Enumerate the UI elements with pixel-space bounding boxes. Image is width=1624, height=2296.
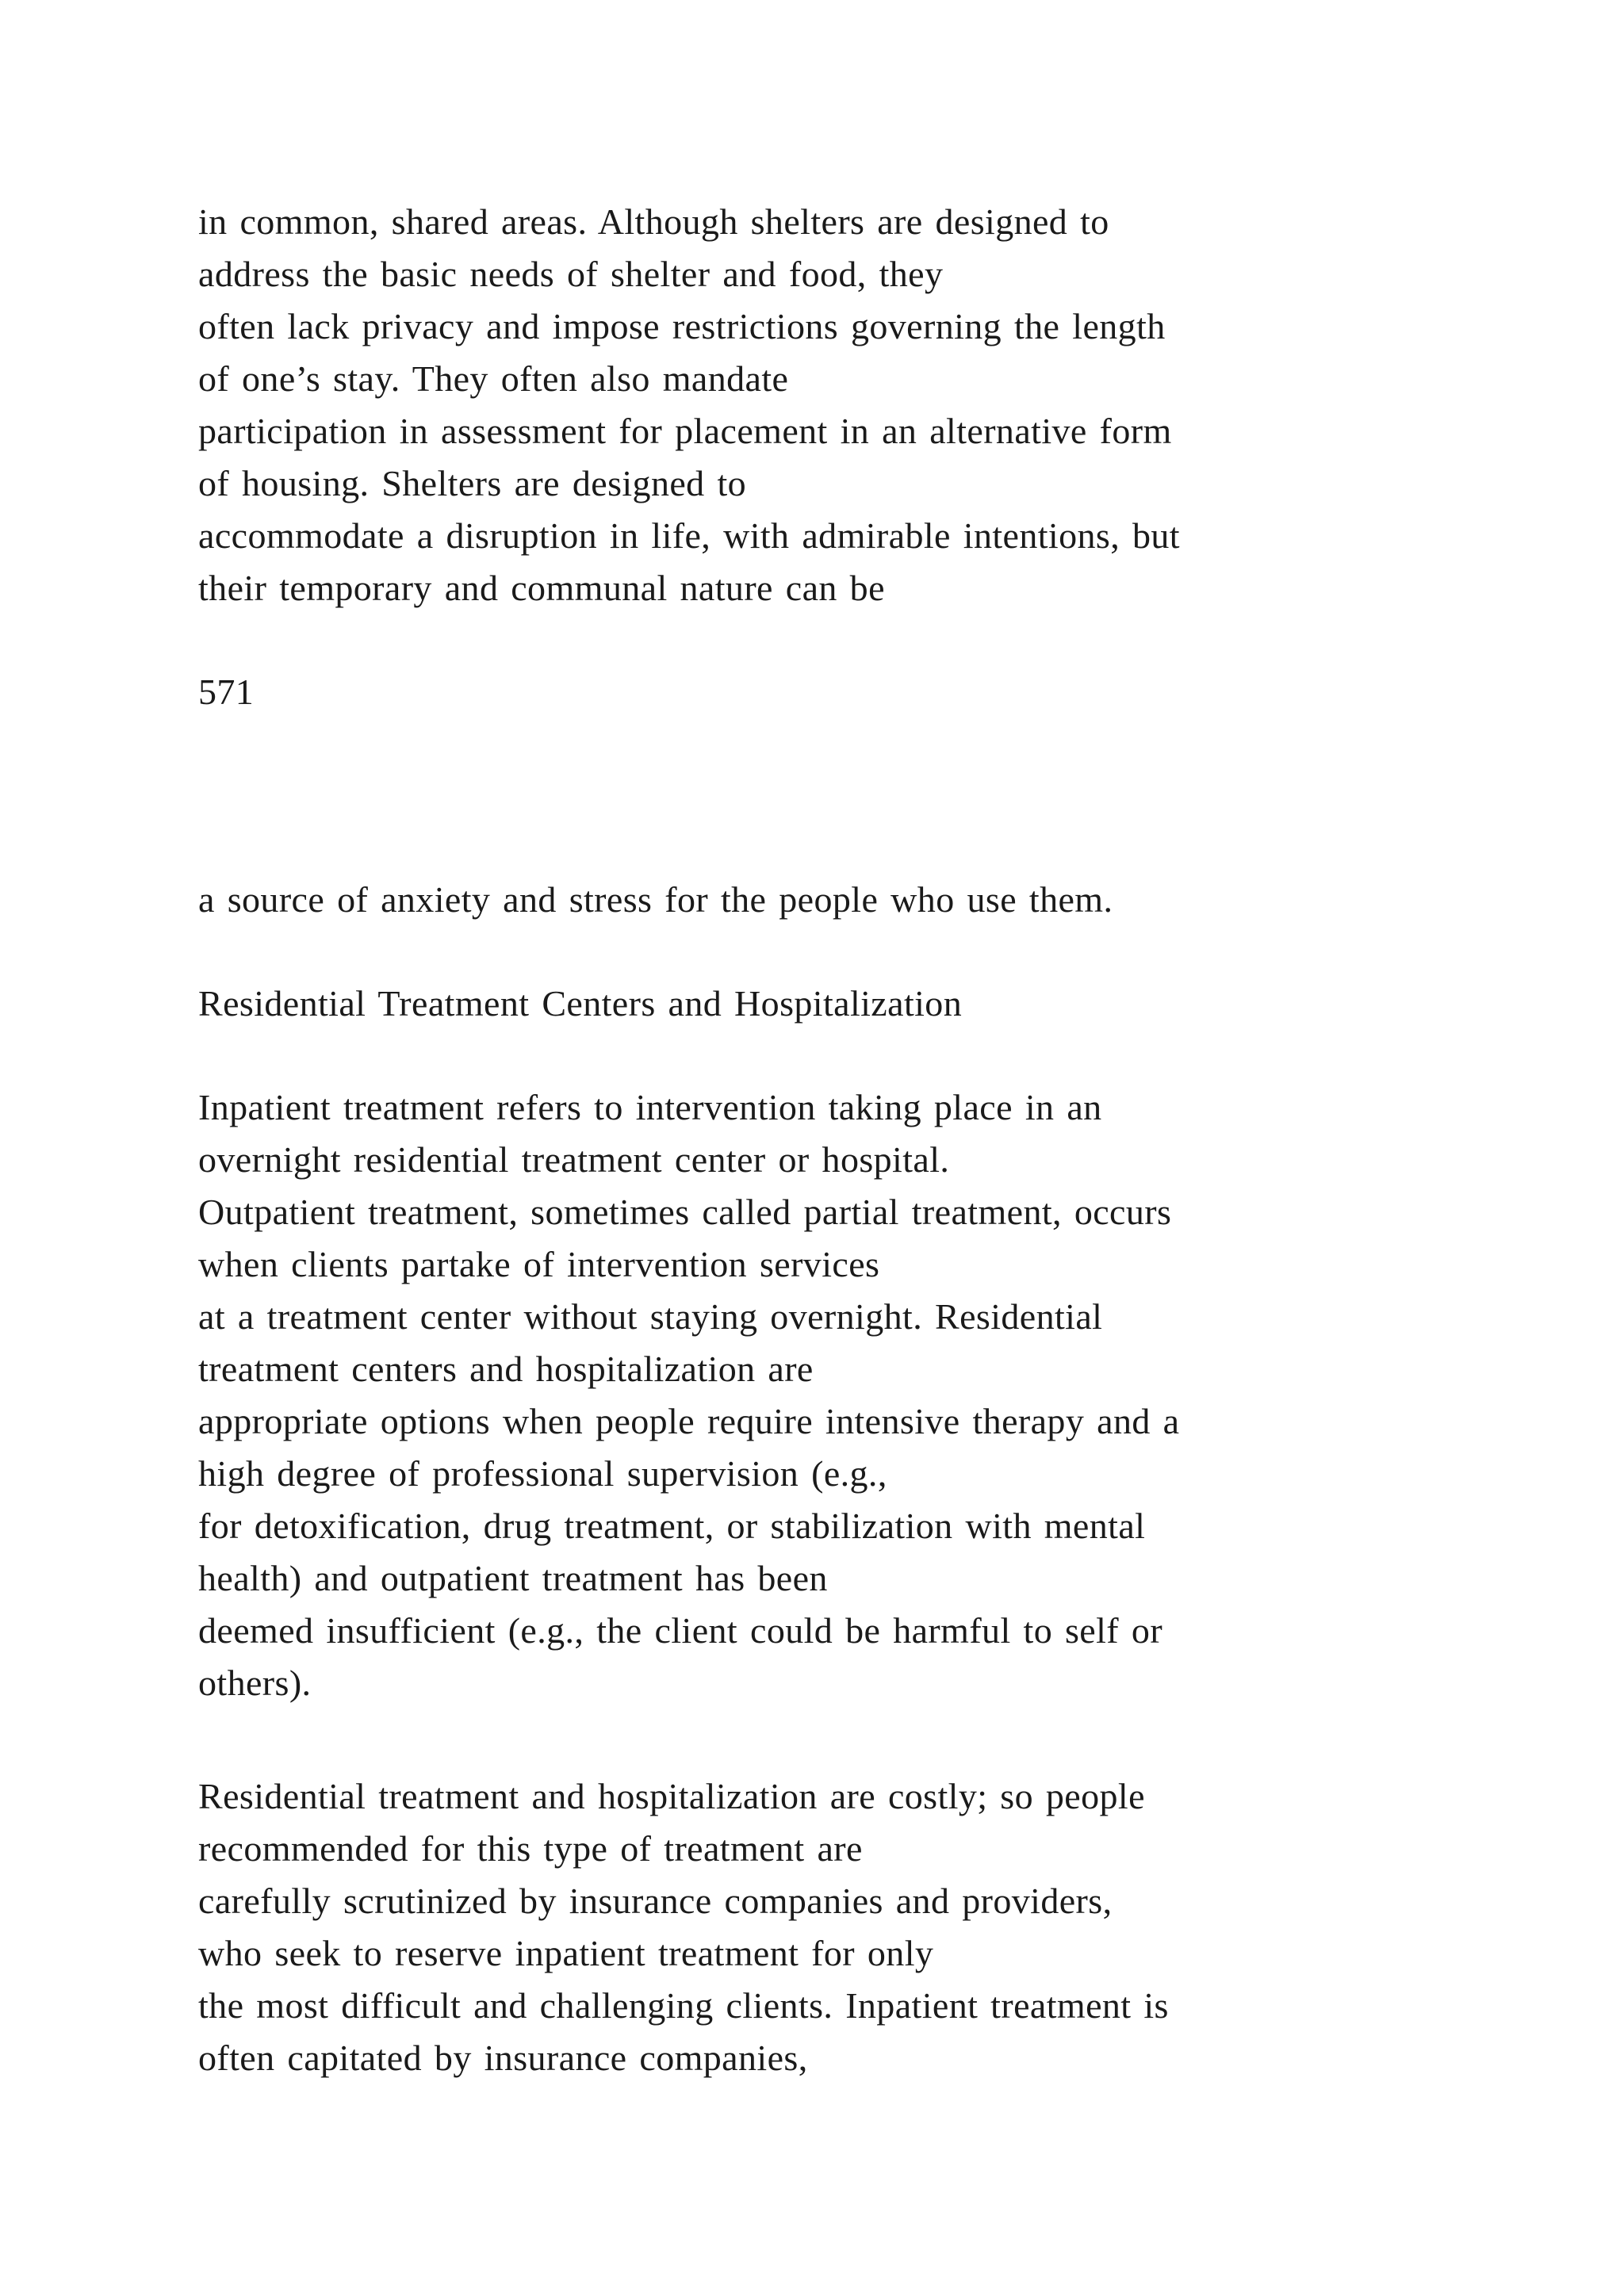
text-line: at a treatment center without staying overnight. Residential [198, 1296, 1103, 1337]
text-line: Residential treatment and hospitalization are costly; so people [198, 1776, 1145, 1816]
text-line: deemed insufficient (e.g., the client could be harmful to self or [198, 1610, 1163, 1651]
text-line: participation in assessment for placement in an alternative form [198, 411, 1172, 451]
text-line: appropriate options when people require intensive therapy and a [198, 1401, 1180, 1441]
text-line: Outpatient treatment, sometimes called partial treatment, occurs [198, 1192, 1172, 1232]
text-line: health) and outpatient treatment has been [198, 1558, 828, 1598]
paragraph-inpatient [198, 1081, 1483, 1709]
paragraph-anxiety [198, 874, 1483, 926]
text-line: the most difficult and challenging clients. Inpatient treatment is [198, 1985, 1169, 2026]
text-line: Inpatient treatment refers to intervention taking place in an [198, 1087, 1102, 1127]
text-line: who seek to reserve inpatient treatment for only [198, 1933, 934, 1973]
text-line: in common, shared areas. Although shelters are designed to [198, 201, 1109, 242]
paragraph-cost [198, 1770, 1483, 2084]
text-line: others). [198, 1663, 312, 1703]
text-line: address the basic needs of shelter and food, they [198, 254, 944, 294]
section-heading: Residential Treatment Centers and Hospitalization [198, 983, 963, 1024]
text-line: overnight residential treatment center or hospital. [198, 1139, 950, 1180]
text-line: of housing. Shelters are designed to [198, 463, 747, 503]
text-line: of one’s stay. They often also mandate [198, 358, 789, 399]
text-line: recommended for this type of treatment are [198, 1828, 863, 1869]
text-line: accommodate a disruption in life, with admirable intentions, but [198, 515, 1180, 556]
page-number-container [198, 666, 1483, 718]
text-line: for detoxification, drug treatment, or stabilization with mental [198, 1506, 1146, 1546]
text-line: high degree of professional supervision (e.g., [198, 1453, 887, 1494]
text-line: often capitated by insurance companies, [198, 2038, 808, 2078]
text-line: their temporary and communal nature can be [198, 568, 885, 608]
section-heading-container [198, 978, 1483, 1030]
text-line: often lack privacy and impose restrictions governing the length [198, 306, 1166, 346]
text-line: when clients partake of intervention services [198, 1244, 880, 1284]
page-number: 571 [198, 672, 255, 712]
paragraph-shelters [198, 196, 1483, 614]
text-line: a source of anxiety and stress for the people who use them. [198, 879, 1113, 920]
text-line: treatment centers and hospitalization are [198, 1349, 814, 1389]
text-line: carefully scrutinized by insurance companies and providers, [198, 1881, 1113, 1921]
